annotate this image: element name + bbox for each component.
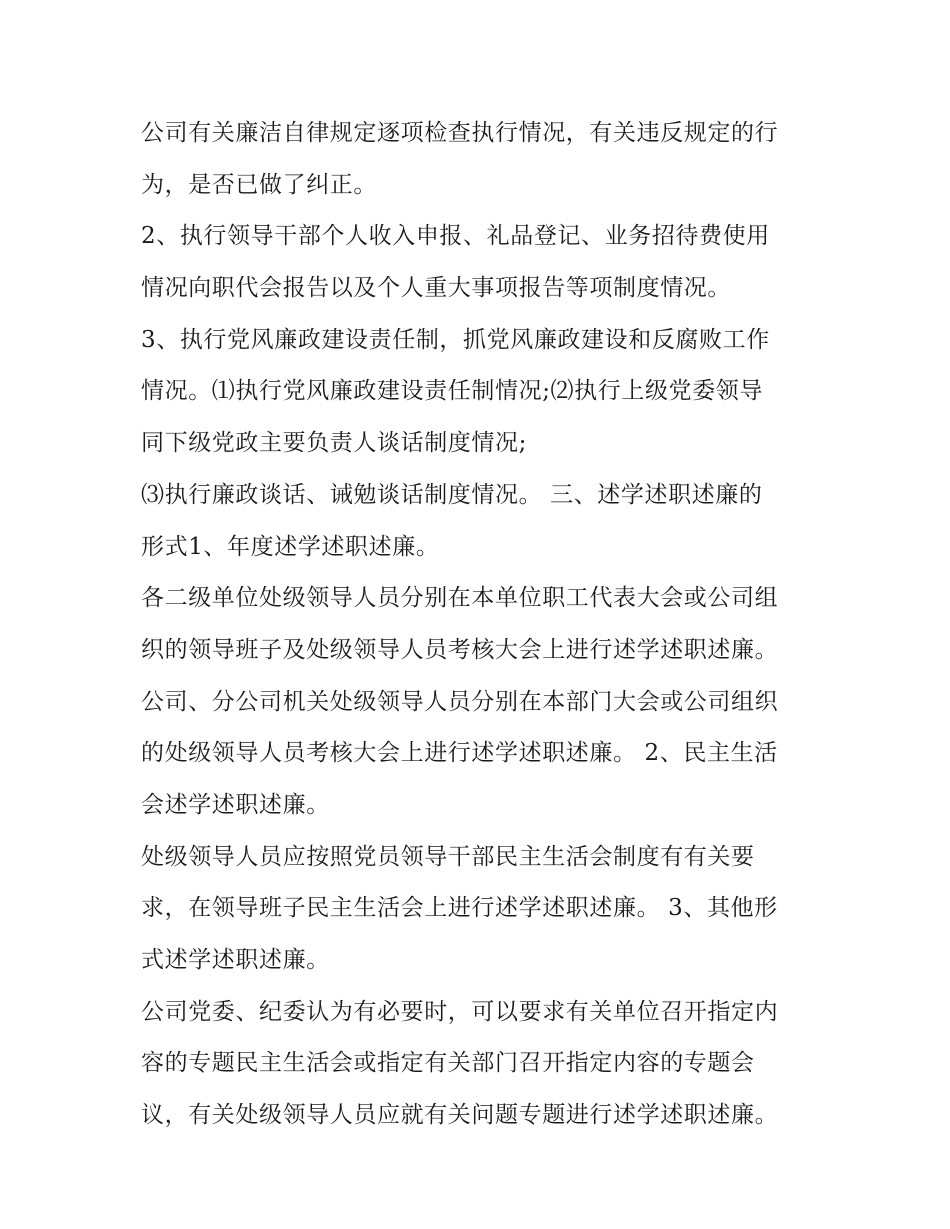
text-line: 会述学述职述廉。 <box>141 791 330 818</box>
text-line: 同下级党政主要负责人谈话制度情况; <box>141 430 527 457</box>
text-line: 各二级单位处级领导人员分别在本单位职工代表大会或公司组 <box>141 585 779 612</box>
text-line: 织的领导班子及处级领导人员考核大会上进行述学述职述廉。 <box>141 636 779 663</box>
text-line: 形式1、年度述学述职述廉。 <box>141 533 440 560</box>
text-line: 公司党委、纪委认为有必要时，可以要求有关单位召开指定内 <box>141 998 779 1025</box>
text-line: 公司有关廉洁自律规定逐项检查执行情况，有关违反规定的行 <box>141 120 779 146</box>
text-line: 3、执行党风廉政建设责任制，抓党风廉政建设和反腐败工作 <box>141 326 770 353</box>
text-line: 为，是否已做了纠正。 <box>141 171 377 198</box>
text-line: 议，有关处级领导人员应就有关问题专题进行述学述职述廉。 <box>141 1102 779 1129</box>
text-line: 式述学述职述廉。 <box>141 947 330 973</box>
text-line: 公司、分公司机关处级领导人员分别在本部门大会或公司组织 <box>141 688 779 715</box>
document-body <box>141 108 821 1142</box>
text-line: 的处级领导人员考核大会上进行述学述职述廉。 2、民主生活 <box>141 740 778 767</box>
text-line: 情况向职代会报告以及个人重大事项报告等项制度情况。 <box>141 275 731 302</box>
text-line: 求，在领导班子民主生活会上进行述学述职述廉。 3、其他形 <box>141 895 778 922</box>
text-line: 处级领导人员应按照党员领导干部民主生活会制度有有关要 <box>141 843 755 870</box>
text-line: 2、执行领导干部个人收入申报、礼品登记、业务招待费使用 <box>141 223 770 250</box>
text-line: 情况。⑴执行党风廉政建设责任制情况;⑵执行上级党委领导 <box>141 378 763 405</box>
text-line: ⑶执行廉政谈话、诫勉谈话制度情况。 三、述学述职述廉的 <box>141 481 763 508</box>
text-line: 容的专题民主生活会或指定有关部门召开指定内容的专题会 <box>141 1050 755 1077</box>
